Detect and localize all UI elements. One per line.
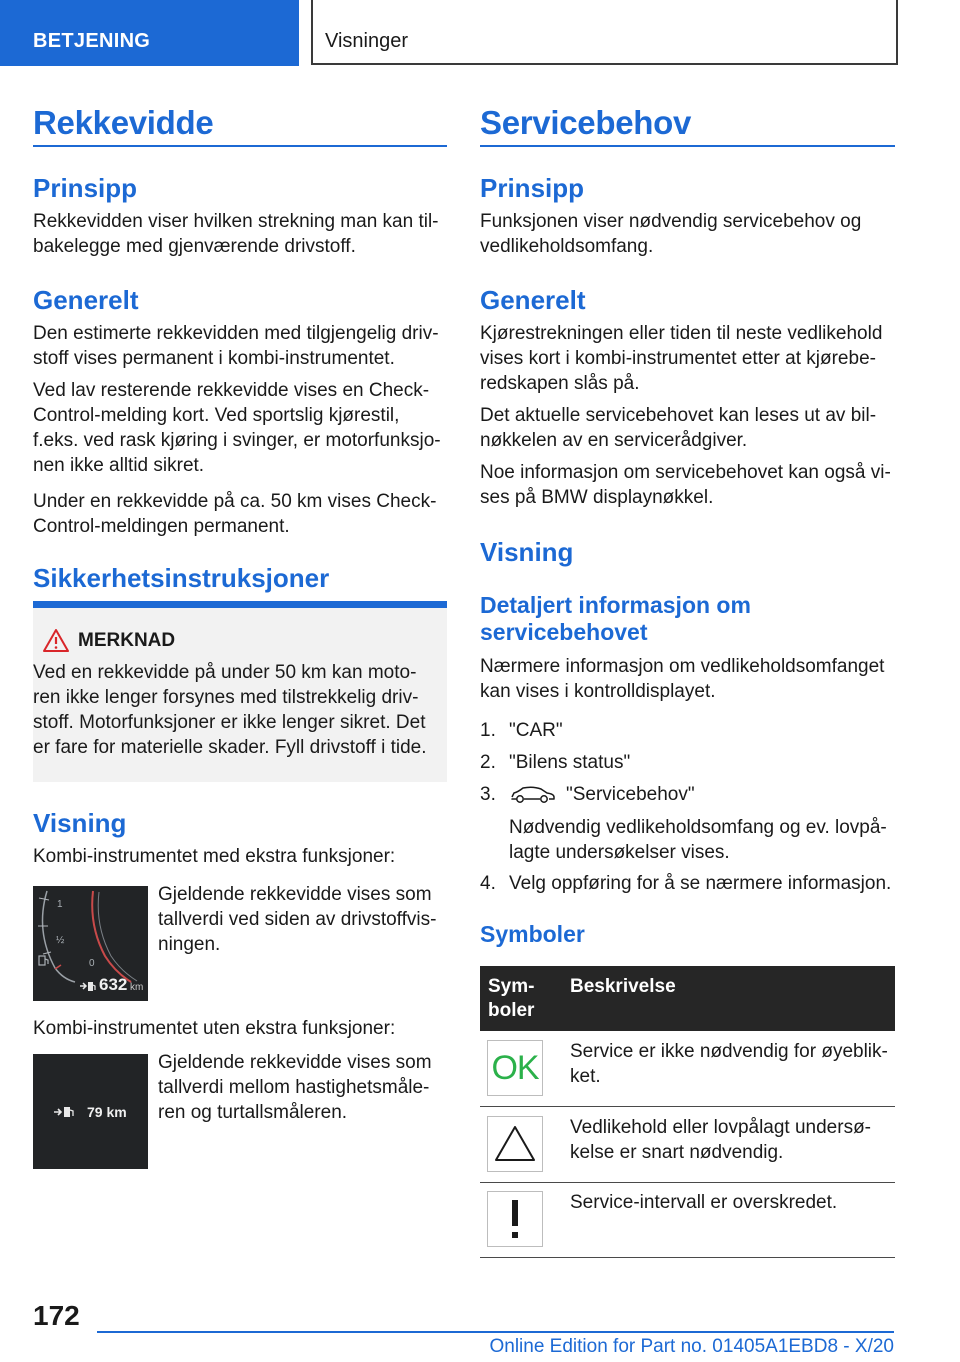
generelt-right-para-2: Det aktuelle servicebehovet kan leses ut av bil- nøkkelen av en servicerådgiver. [480,405,877,451]
range-unit: km [130,982,144,993]
heading-detaljert: Detaljert informasjon om servicebehovet [480,592,751,645]
step-1-text: "CAR" [509,720,563,741]
section-tab [0,0,299,66]
step-2-number: 2. [480,752,496,773]
edition-text: Online Edition for Part no. 01405A1EBD8 - X/20 [489,1336,894,1357]
visning-intro-1: Kombi-instrumentet med ekstra funksjoner: [33,846,396,867]
generelt-right-para-3: Noe informasjon om servicebehovet kan også vi- ses på BMW displaynøkkel. [480,462,891,508]
column-header-description: Beskrivelse [570,976,676,997]
gauge-label-empty: 0 [89,958,95,969]
symbol-row-3-text: Service-intervall er overskredet. [570,1192,838,1213]
fuel-pump-icon [38,954,50,966]
range-value: 632 [99,975,128,994]
title-rule [33,145,447,147]
step-2-text: "Bilens status" [509,752,631,773]
row-divider-3 [480,1257,895,1258]
note-title: MERKNAD [78,630,176,651]
heading-generelt-right: Generelt [480,285,586,315]
page-number: 172 [33,1300,80,1331]
instrument-image-without-gauge [33,1054,148,1169]
car-icon [509,784,557,804]
page-title-servicebehov: Servicebehov [480,104,692,141]
heading-sikkerhet: Sikkerhetsinstruksjoner [33,563,330,593]
step-4-text: Velg oppføring for å se nærmere informasjon. [509,873,892,894]
range-text: 79 km [87,1104,127,1120]
footer-rule [97,1331,894,1333]
row-divider-2 [480,1182,895,1183]
gauge-label-half: ½ [56,935,65,946]
heading-symboler: Symboler [480,921,585,947]
symbol-row-1-text: Service er ikke nødvendig for øyeblik- ket. [570,1041,888,1087]
heading-visning-right: Visning [480,537,574,567]
prinsipp-text: Rekkevidden viser hvilken strekning man kan til- bakelegge med gjenværende drivstoff. [33,211,439,257]
triangle-symbol [487,1116,543,1172]
note-bar [33,601,447,608]
generelt-right-para-1: Kjørestrekningen eller tiden til neste vedlikehold vises kort i kombi-instrumentet etter at kjørebe- redskapen slås på. [480,323,883,394]
ok-icon: OK [491,1049,539,1087]
row-divider-1 [480,1106,895,1107]
heading-prinsipp-right: Prinsipp [480,173,585,203]
chapter-label: Visninger [325,30,409,52]
section-label: BETJENING [33,30,151,52]
symbol-row-2-text: Vedlikehold eller lovpålagt undersø- kelse er snart nødvendig. [570,1117,872,1163]
gauge-label-full: 1 [57,899,63,910]
generelt-para-2: Ved lav resterende rekkevidde vises en Check- Control-melding kort. Ved sportslig kjørestil, f.eks. ved rask kjøring i svinger, er motorfunksjo- nen ikke alltid sikret. [33,380,441,476]
exclamation-symbol [487,1191,543,1247]
step-3-subtext: Nødvendig vedlikeholdsomfang og ev. lovpå- lagte undersøkelser vises. [509,817,887,863]
ok-symbol [487,1040,543,1096]
step-3-text: "Servicebehov" [566,784,695,805]
warning-triangle-icon [488,1117,542,1171]
page-title-rekkevidde: Rekkevidde [33,104,214,141]
note-box [33,608,447,782]
note-text: Ved en rekkevidde på under 50 km kan moto- ren ikke lenger forsynes med tilstrekkelig driv- stoff. Motorfunksjoner er ikke lenger sikret. Det er fare for materielle skader. Fyll drivstoff i tide. [33,662,427,758]
heading-visning-left: Visning [33,808,127,838]
prinsipp-text-right: Funksjonen viser nødvendig servicebehov og vedlikeholdsomfang. [480,211,862,257]
exclamation-icon [488,1192,542,1246]
visning-desc-2: Gjeldende rekkevidde vises som tallverdi mellom hastighetsmåle- ren og turtallsmåleren. [158,1052,432,1123]
warning-icon [42,628,70,653]
range-fuel-icon [79,980,97,992]
detaljert-intro: Nærmere informasjon om vedlikeholdsomfanget kan vises i kontrolldisplayet. [480,656,885,702]
step-1-number: 1. [480,720,496,741]
heading-prinsipp: Prinsipp [33,173,138,203]
step-4-number: 4. [480,873,496,894]
instrument-image-with-gauge [33,886,148,1001]
table-header [480,966,895,1031]
heading-generelt: Generelt [33,285,139,315]
visning-desc-1: Gjeldende rekkevidde vises som tallverdi ved siden av drivstoffvis- ningen. [158,884,437,955]
range-fuel-icon-2 [53,1105,79,1119]
column-header-symbols: Sym- boler [488,976,535,1021]
visning-intro-2: Kombi-instrumentet uten ekstra funksjoner: [33,1018,396,1039]
generelt-para-1: Den estimerte rekkevidden med tilgjengelig driv- stoff vises permanent i kombi-instrumentet. [33,323,439,369]
title-rule-right [480,145,895,147]
step-3-number: 3. [480,784,496,805]
chapter-box [311,0,898,65]
generelt-para-3: Under en rekkevidde på ca. 50 km vises Check- Control-meldingen permanent. [33,491,437,537]
